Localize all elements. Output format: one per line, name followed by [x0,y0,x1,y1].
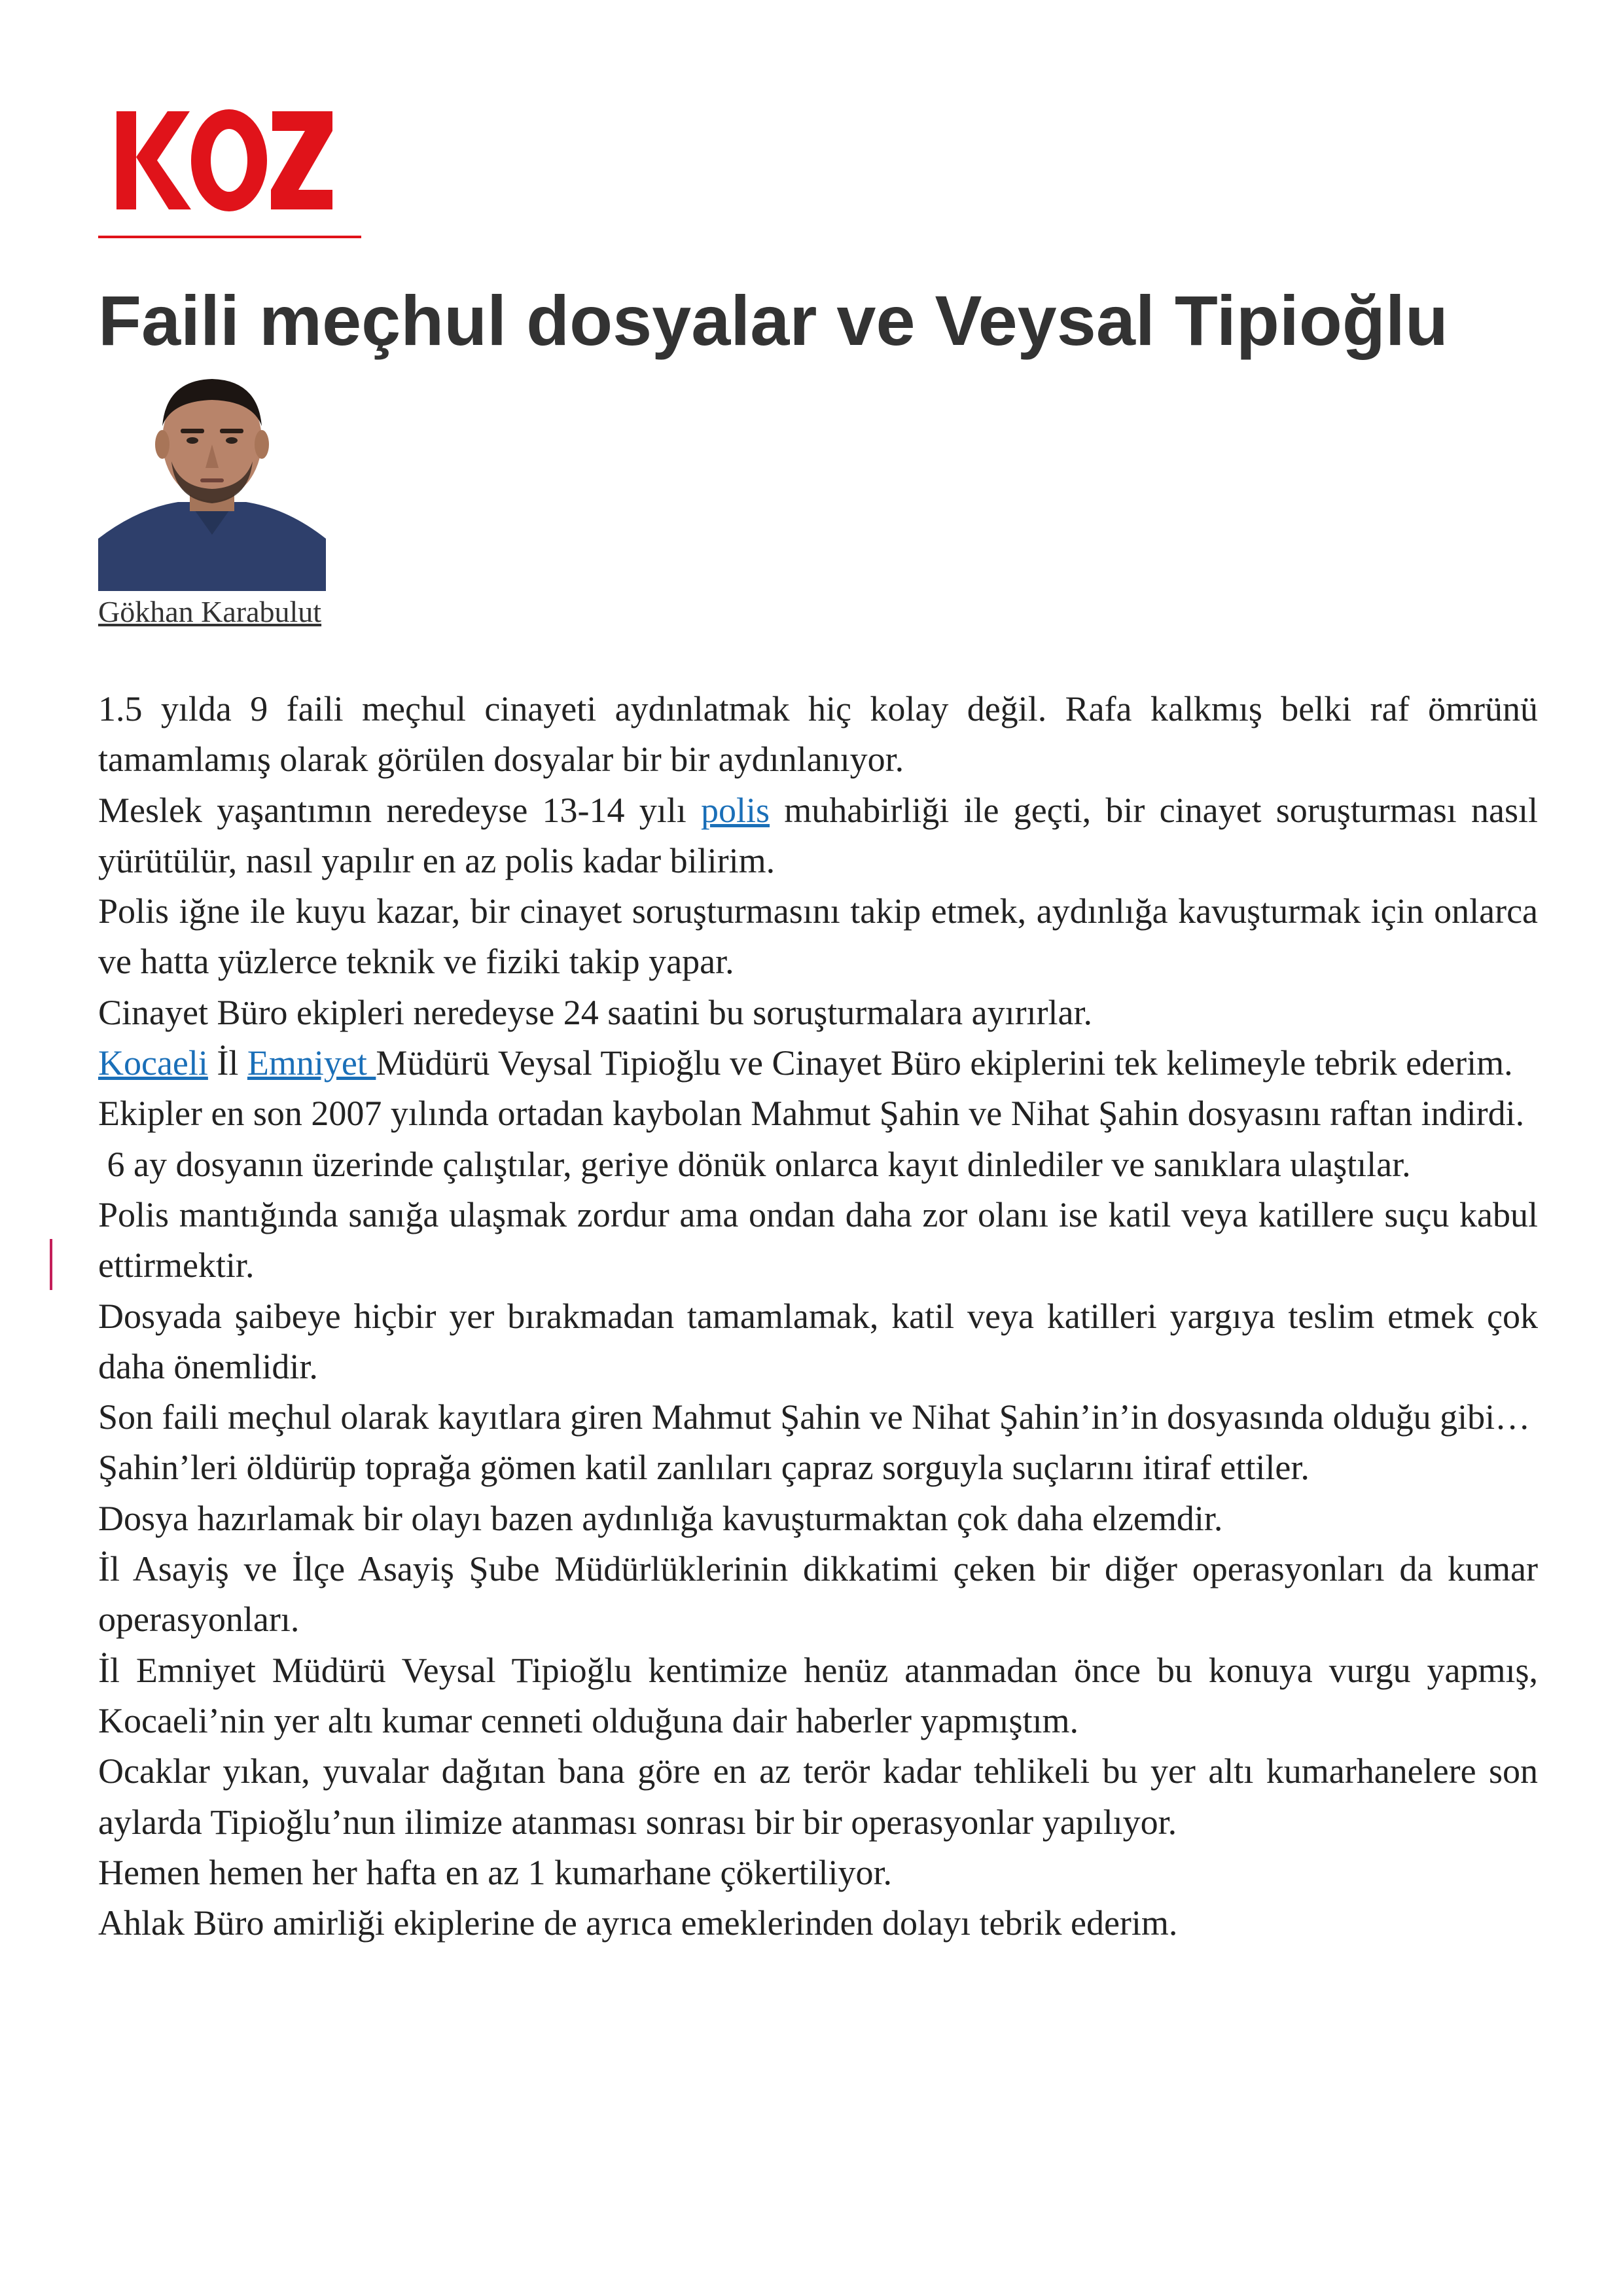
article-body [98,684,1538,1948]
paragraph: Dosyada şaibeye hiçbir yer bırakmadan tamamlamak, katil veya katilleri yargıya teslim etmek çok daha önemlidir. [98,1296,1538,1386]
paragraph: Ekipler en son 2007 yılında ortadan kaybolan Mahmut Şahin ve Nihat Şahin dosyasını raftan indirdi. [98,1094,1525,1134]
paragraph: 1.5 yılda 9 faili meçhul cinayeti aydınlatmak hiç kolay değil. Rafa kalkmış belki raf ömrünü tamamlamış olarak görülen dosyalar bir bir aydınlanıyor. [98,689,1538,780]
paragraph: Polis mantığında sanığa ulaşmak zordur ama ondan daha zor olanı ise katil veya katillere suçu kabul ettirmektir. [98,1194,1538,1285]
paragraph: Ocaklar yıkan, yuvalar dağıtan bana göre en az terör kadar tehlikeli bu yer altı kumarhanelere son aylarda Tipioğlu’nun ilimize atanması sonrası bir bir operasyonlar yapılıyor. [98,1751,1538,1842]
paragraph: Şahin’leri öldürüp toprağa gömen katil zanlıları çapraz sorguyla suçlarını itiraf ettiler. [98,1448,1310,1488]
logo-underline [98,236,361,238]
paragraph: Dosya hazırlamak bir olayı bazen aydınlığa kavuşturmaktan çok daha elzemdir. [98,1498,1223,1538]
article-title: Faili meçhul dosyalar ve Veysal Tipioğlu [98,281,1448,360]
paragraph: Polis iğne ile kuyu kazar, bir cinayet soruşturmasını takip etmek, aydınlığa kavuşturmak için onlarca ve hatta yüzlerce teknik ve fiziki takip yapar. [98,891,1538,982]
kocaeli-link[interactable]: Kocaeli [98,1043,208,1083]
author-name-link[interactable]: Gökhan Karabulut [98,595,322,628]
paragraph [98,1038,1538,1088]
paragraph: Son faili meçhul olarak kayıtlara giren Mahmut Şahin ve Nihat Şahin’in’in dosyasında olduğu gibi… [98,1397,1531,1437]
paragraph-text: Müdürü Veysal Tipioğlu ve Cinayet Büro ekiplerini tek kelimeyle tebrik ederim. [376,1043,1513,1083]
author-photo[interactable] [98,363,326,591]
paragraph: İl Asayiş ve İlçe Asayiş Şube Müdürlüklerinin dikkatimi çeken bir diğer operasyonları da kumar operasyonları. [98,1549,1538,1640]
paragraph: İl Emniyet Müdürü Veysal Tipioğlu kentimize henüz atanmadan önce bu konuya vurgu yapmış, Kocaeli’nin yer altı kumar cenneti olduğuna dair haberler yapmıştım. [98,1650,1538,1740]
paragraph: Hemen hemen her hafta en az 1 kumarhane çökertiliyor. [98,1852,892,1892]
paragraph [98,785,1538,887]
paragraph-text: Meslek yaşantımın neredeyse 13-14 yılı [98,790,702,830]
text-cursor-mark [50,1239,52,1290]
paragraph-text: muhabirliği ile geçti, bir cinayet soruşturması nasıl yürütülür, nasıl yapılır en az polis kadar bilirim. [98,790,1538,880]
polis-link[interactable]: polis [701,790,770,830]
paragraph: Ahlak Büro amirliği ekiplerine de ayrıca emeklerinden dolayı tebrik ederim. [98,1903,1178,1943]
koz-logo[interactable] [116,105,332,216]
paragraph-text: İl [207,1043,247,1083]
paragraph: 6 ay dosyanın üzerinde çalıştılar, geriye dönük onlarca kayıt dinlediler ve sanıklara ulaştılar. [98,1144,1411,1184]
paragraph: Cinayet Büro ekipleri neredeyse 24 saatini bu soruşturmalara ayırırlar. [98,992,1093,1032]
emniyet-link[interactable]: Emniyet [247,1043,376,1083]
